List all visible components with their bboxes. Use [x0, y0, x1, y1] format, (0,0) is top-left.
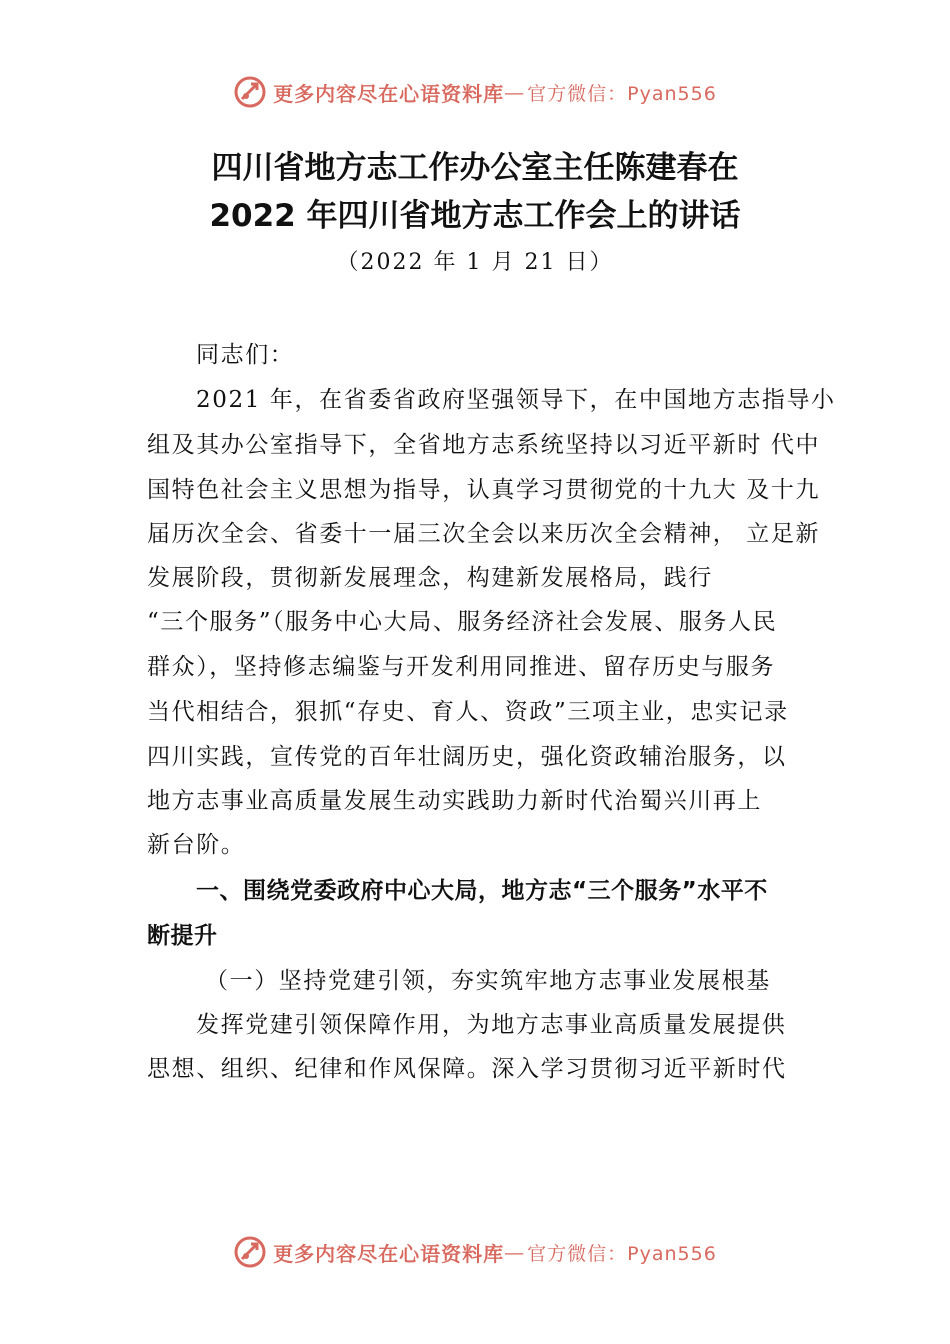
body-line: “三个服务”（服务中心大局、服务经济社会发展、服务人民: [147, 609, 778, 635]
logo-icon: [233, 1235, 267, 1269]
page-title-line-1: 四川省地方志工作办公室主任陈建春在: [211, 150, 739, 186]
body-line: 组及其办公室指导下，全省地方志系统坚持以习近平新时 代中: [147, 432, 821, 458]
banner-dash: —: [504, 1240, 526, 1264]
section-heading: 一、围绕党委政府中心大局，地方志“三个服务”水平不: [196, 878, 768, 904]
body-line: 地方志事业高质量发展生动实践助力新时代治蜀兴川再上: [147, 788, 762, 814]
footer-banner: [0, 1232, 950, 1272]
body-line: 四川实践，宣传党的百年壮阔历史，强化资政辅治服务，以: [147, 744, 787, 770]
body-line: 2021 年，在省委省政府坚强领导下，在中国地方志指导小: [196, 387, 836, 413]
body-line: 当代相结合，狠抓“存史、育人、资政”三项主业，忠实记录: [147, 699, 789, 725]
body-line: 发挥党建引领保障作用，为地方志事业高质量发展提供: [196, 1012, 787, 1038]
speech-date: （2022 年 1 月 21 日）: [336, 250, 614, 275]
subsection-heading: （一）坚持党建引领，夯实筑牢地方志事业发展根基: [205, 968, 771, 994]
banner-wechat: 官方微信：Pyan556: [527, 1242, 717, 1265]
salutation: 同志们：: [196, 342, 295, 368]
body-line: 届历次全会、省委十一届三次全会以来历次全会精神， 立足新: [147, 521, 821, 547]
page-title-line-2: 2022 年四川省地方志工作会上的讲话: [209, 198, 741, 234]
body-line: 发展阶段，贯彻新发展理念，构建新发展格局，践行: [147, 565, 713, 591]
banner-wechat: 官方微信：Pyan556: [527, 82, 717, 105]
banner-dash: —: [504, 80, 526, 104]
body-line: 国特色社会主义思想为指导，认真学习贯彻党的十九大 及十九: [147, 477, 821, 503]
body-line: 新台阶。: [147, 832, 246, 858]
logo-icon: [233, 75, 267, 109]
body-line: 群众），坚持修志编鉴与开发利用同推进、留存历史与服务: [147, 654, 776, 680]
header-banner: [0, 72, 950, 112]
banner-brand: 更多内容尽在心语资料库: [273, 1241, 505, 1266]
body-line: 思想、组织、纪律和作风保障。深入学习贯彻习近平新时代: [147, 1056, 787, 1082]
banner-brand: 更多内容尽在心语资料库: [273, 81, 505, 106]
section-heading-cont: 断提升: [147, 923, 218, 949]
